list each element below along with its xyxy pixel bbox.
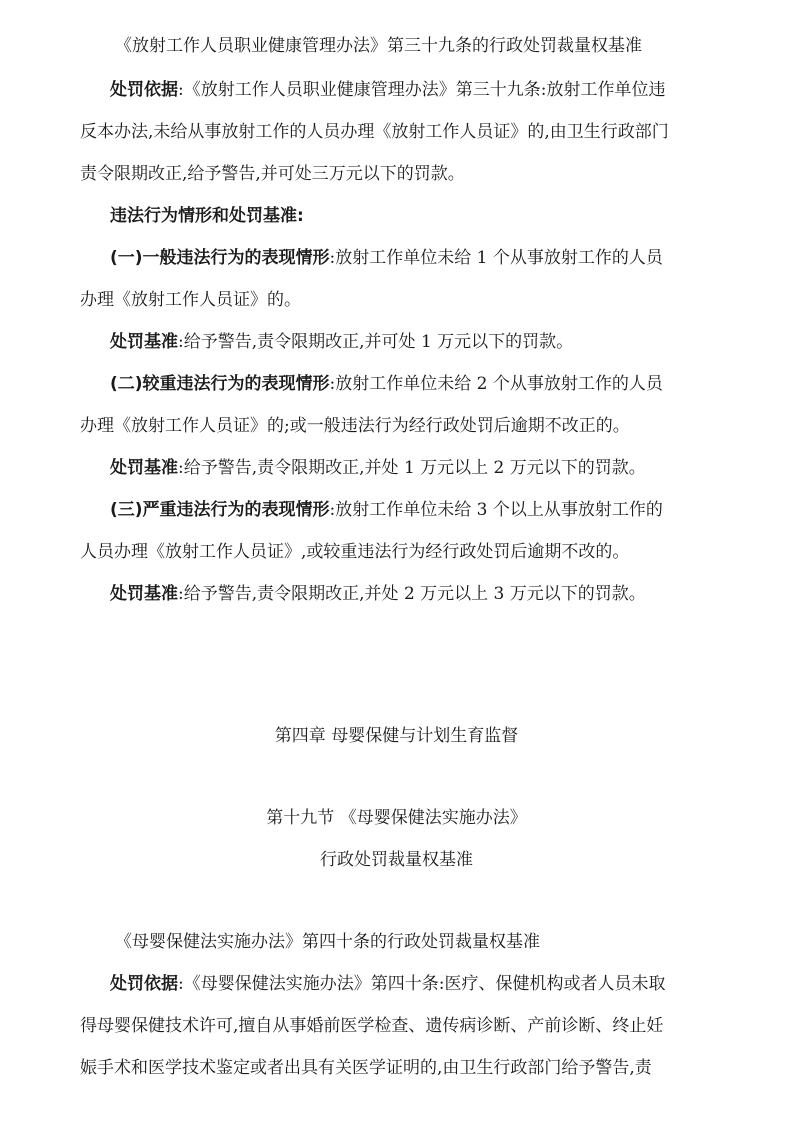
case-general-label: (一)一般违法行为的表现情形 (110, 248, 330, 268)
case-general-line (110, 246, 720, 270)
case-general-text: :放射工作单位未给 1 个从事放射工作的人员 (329, 248, 663, 268)
penalty-basis-line (110, 78, 720, 102)
penalty-basis-line (80, 1056, 720, 1080)
penalty-standard-line (110, 582, 720, 606)
article-title (115, 34, 720, 58)
violation-heading-text: 违法行为情形和处罚基准: (110, 206, 304, 226)
penalty-basis-line (80, 1014, 720, 1038)
case-severe-line (80, 540, 720, 564)
penalty-basis-line (80, 162, 720, 186)
case-severe-text: :放射工作单位未给 3 个以上从事放射工作的 (329, 500, 663, 520)
case-severe-label: (三)严重违法行为的表现情形 (110, 500, 330, 520)
penalty-basis-text: :《母婴保健法实施办法》第四十条:医疗、保健机构或者人员未取 (178, 974, 666, 994)
chapter-title (0, 724, 793, 748)
penalty-standard-line (110, 330, 720, 354)
case-general-text: 办理《放射工作人员证》的。 (80, 290, 301, 310)
case-severe-text: 人员办理《放射工作人员证》,或较重违法行为经行政处罚后逾期不改的。 (80, 542, 630, 562)
section-title (0, 806, 793, 830)
case-serious-text: 办理《放射工作人员证》的;或一般违法行为经行政处罚后逾期不改正的。 (80, 416, 630, 436)
penalty-standard-text: :给予警告,责令限期改正,并处 1 万元以上 2 万元以下的罚款。 (178, 458, 646, 478)
penalty-basis-text: :《放射工作人员职业健康管理办法》第三十九条:放射工作单位违 (178, 80, 666, 100)
penalty-standard-label: 处罚基准 (110, 332, 178, 352)
penalty-basis-text: 娠手术和医学技术鉴定或者出具有关医学证明的,由卫生行政部门给予警告,责 (80, 1058, 652, 1078)
penalty-basis-label: 处罚依据 (110, 974, 178, 994)
article-title-text: 《放射工作人员职业健康管理办法》第三十九条的行政处罚裁量权基准 (115, 36, 642, 56)
article-title-text: 《母婴保健法实施办法》第四十条的行政处罚裁量权基准 (115, 932, 540, 952)
case-general-line (80, 288, 720, 312)
penalty-standard-text: :给予警告,责令限期改正,并处 2 万元以上 3 万元以下的罚款。 (178, 584, 646, 604)
case-serious-label: (二)较重违法行为的表现情形 (110, 374, 330, 394)
article-title (115, 930, 720, 954)
case-serious-line (110, 372, 720, 396)
penalty-standard-label: 处罚基准 (110, 584, 178, 604)
case-serious-line (80, 414, 720, 438)
penalty-basis-label: 处罚依据 (110, 80, 178, 100)
chapter-title-text: 第四章 母婴保健与计划生育监督 (274, 726, 519, 746)
penalty-standard-line (110, 456, 720, 480)
violation-heading (110, 204, 720, 228)
section-subtitle (0, 848, 793, 872)
case-severe-line (110, 498, 720, 522)
penalty-basis-text: 责令限期改正,给予警告,并可处三万元以下的罚款。 (80, 164, 465, 184)
penalty-standard-label: 处罚基准 (110, 458, 178, 478)
penalty-basis-text: 反本办法,未给从事放射工作的人员办理《放射工作人员证》的,由卫生行政部门 (80, 122, 669, 142)
penalty-standard-text: :给予警告,责令限期改正,并可处 1 万元以下的罚款。 (178, 332, 574, 352)
penalty-basis-line (80, 120, 720, 144)
penalty-basis-text: 得母婴保健技术许可,擅自从事婚前医学检查、遗传病诊断、产前诊断、终止妊 (80, 1016, 664, 1036)
penalty-basis-line (110, 972, 720, 996)
section-subtitle-text: 行政处罚裁量权基准 (320, 850, 473, 870)
case-serious-text: :放射工作单位未给 2 个从事放射工作的人员 (329, 374, 663, 394)
section-title-text: 第十九节 《母婴保健法实施办法》 (266, 808, 527, 828)
